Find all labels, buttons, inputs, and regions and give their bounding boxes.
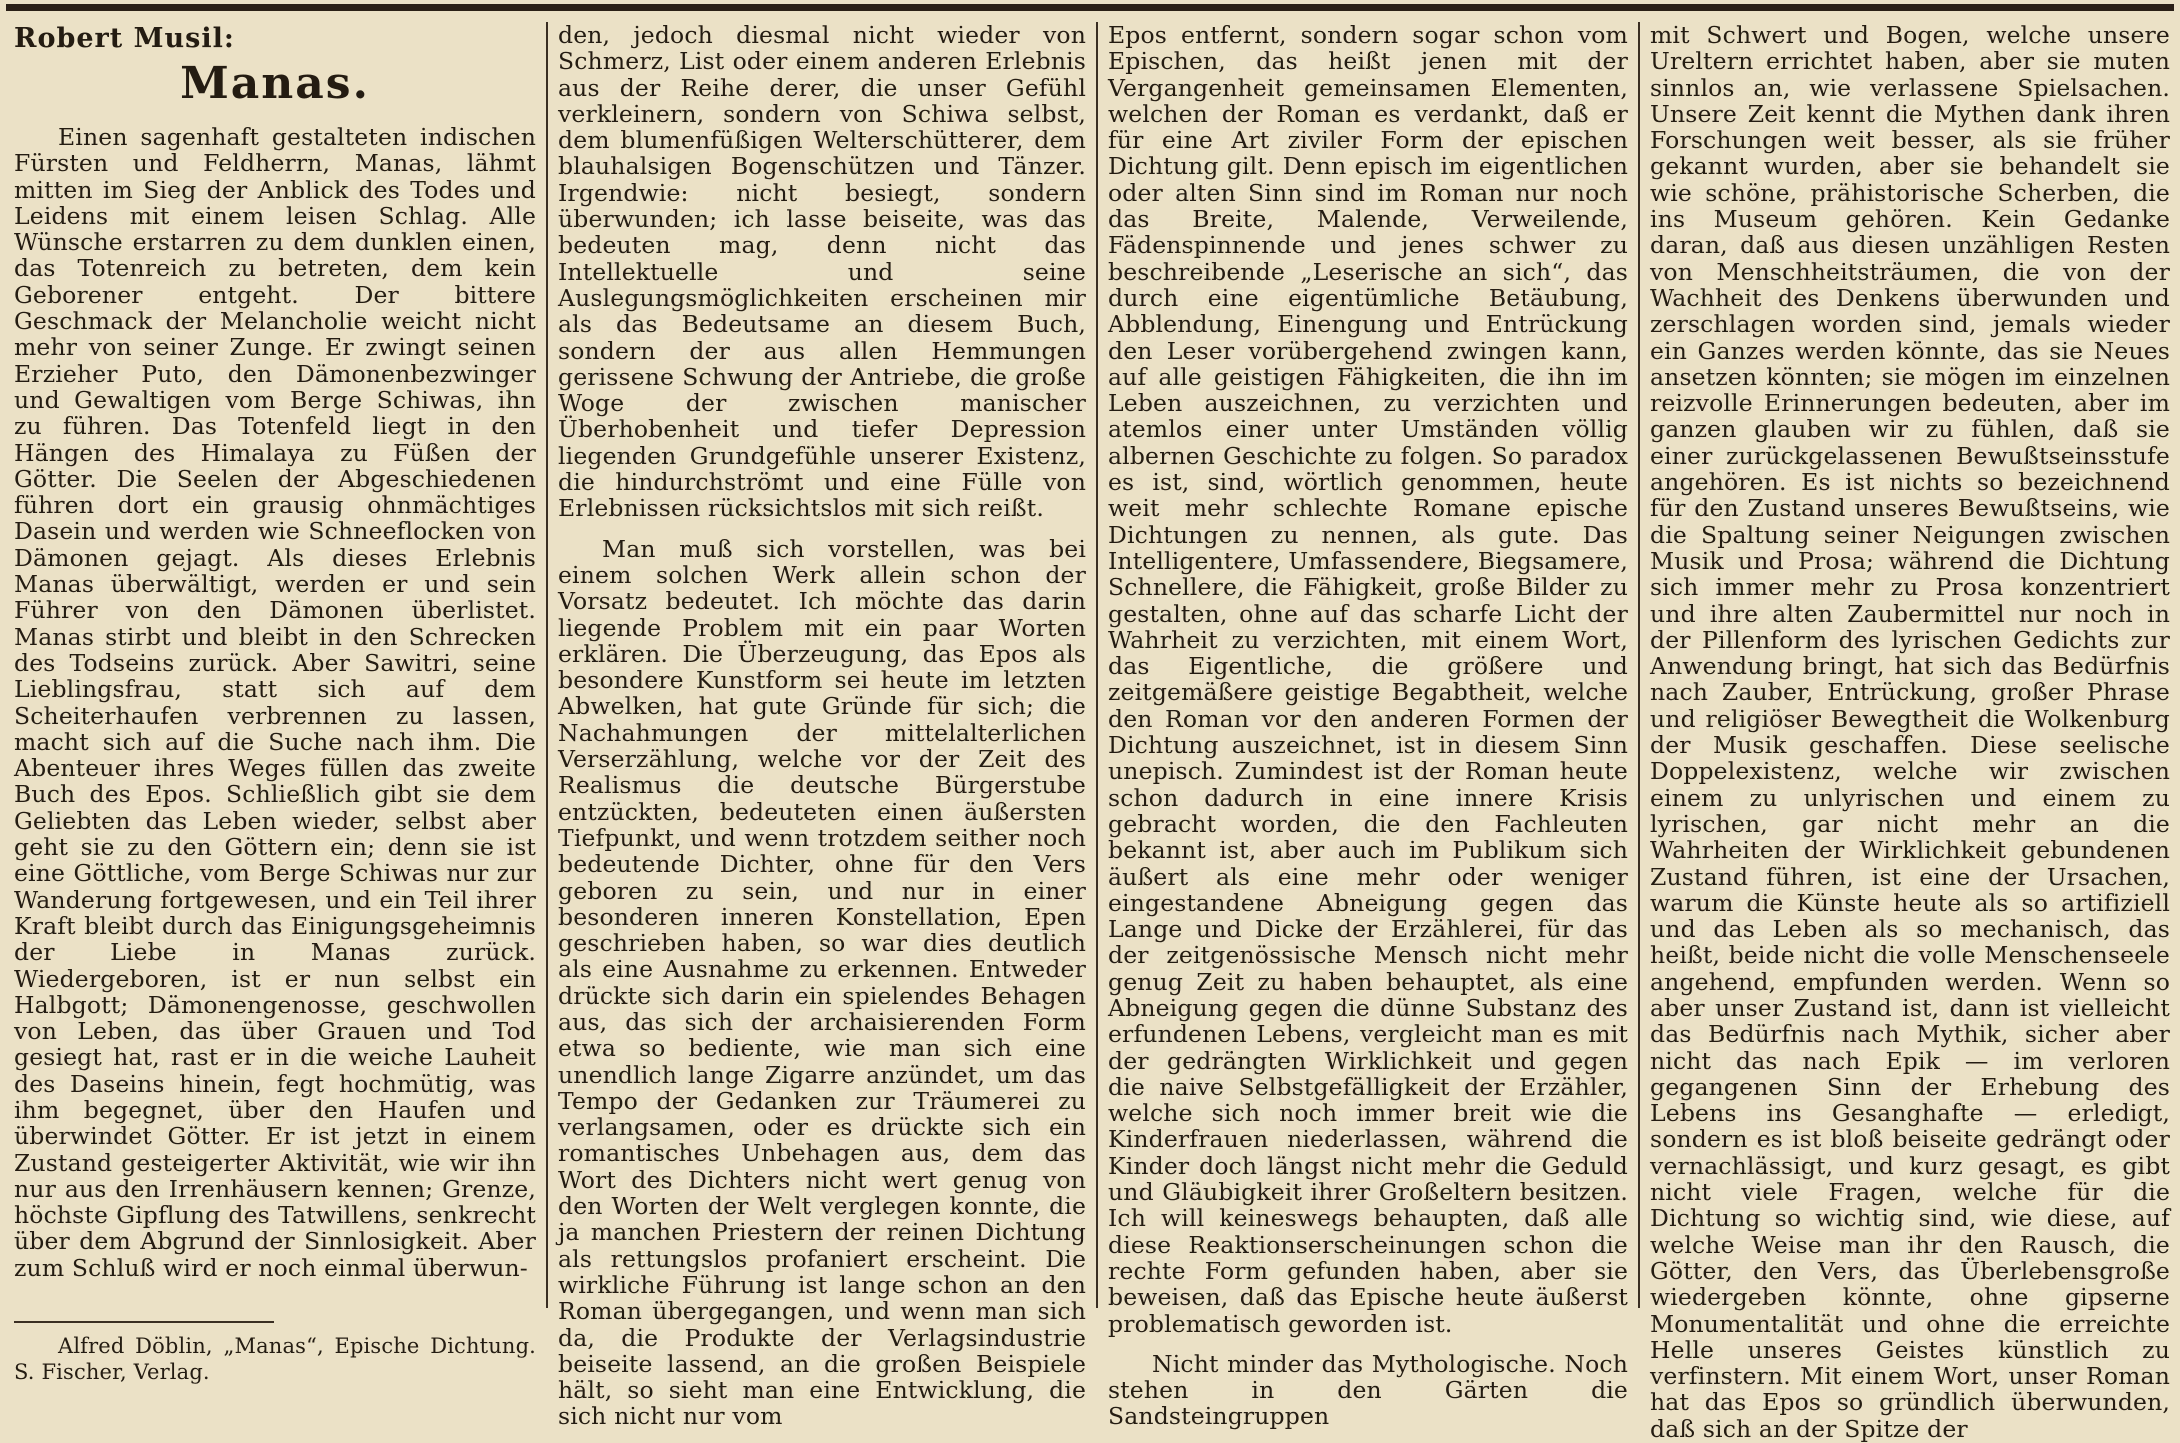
column-rule-1 [546,22,548,1308]
footnote-rule [14,1321,274,1323]
column-2-paragraph: den, jedoch diesmal nicht wieder von Schmerz, List oder einem anderen Erlebnis aus der Reihe derer, die unser Gefühl verkleinern, sondern von Schiwa selbst, dem blumenfüßigen Welterschütterer, dem blauhalsigen Bogenschützen und Tänzer. Irgendwie: nicht besiegt, sondern überwunden; ich lasse beiseite, was das bedeuten mag, denn nicht das Intellektuelle und seine Auslegungsmöglichkeiten erscheinen mir als das Bedeutsame an diesem Buch, sondern der aus allen Hemmungen gerissene Schwung der Antriebe, die große Woge der zwischen manischer Überhobenheit und tiefer Depression liegenden Grundgefühle unserer Existenz, die hindurchströmt und eine Fülle von Erlebnissen rücksichtslos mit sich reißt. [558,21,1086,523]
footnote: Alfred Döblin, „Manas“, Epische Dichtung. S. Fischer, Verlag. [14,1334,536,1385]
article-columns [14,21,2172,1443]
column-3-paragraph: Nicht minder das Mythologische. Noch stehen in den Gärten die Sandsteingruppen [1108,1349,1628,1431]
column-3 [1108,21,1628,1431]
column-4-paragraph: mit Schwert und Bogen, welche unsere Ureltern errichtet haben, aber sie muten sinnlos an, wie verlassene Spielsachen. Unsere Zeit kennt die Mythen dank ihren Forschungen weit besser, als sie früher gekannt wurden, aber sie behandelt sie wie schöne, prähistorische Scherben, die ins Museum gehören. Kein Gedanke daran, daß aus diesen unzähligen Resten von Menschheitsträumen, die von der Wachheit des Denkens überwunden und zerschlagen worden sind, jemals wieder ein Ganzes werden könnte, das sie Neues ansetzen könnten; sie mögen im einzelnen reizvolle Erinnerungen bedeuten, aber im ganzen glauben wir zu fühlen, daß sie einer zurückgelassenen Bewußtseinsstufe angehören. Es ist nichts so bezeichnend für den Zustand unseres Bewußtseins, wie die Spaltung seiner Neigungen zwischen Musik und Prosa; während die Dichtung sich immer mehr zu Prosa konzentriert und ihre alten Zaubermittel nur noch in der Pillenform des lyrischen Gedichts zur Anwendung bringt, hat sich das Bedürfnis nach Zauber, Entrückung, großer Phrase und religiöser Bewegtheit die Wolkenburg der Musik geschaffen. Diese seelische Doppelexistenz, welche wir zwischen einem zu unlyrischen und einem zu lyrischen, gar nicht mehr an die Wahrheiten der Wirklichkeit gebundenen Zustand führen, ist eine der Ursachen, warum die Künste heute als so artifiziell und das Leben als so mechanisch, das heißt, beide nicht die volle Menschenseele angehend, empfunden werden. Wenn so aber unser Zustand ist, dann ist vielleicht das Bedürfnis nach Mythik, sicher aber nicht das nach Epik — im verloren gegangenen Sinn der Erhebung des Lebens ins Gesanghafte — erledigt, sondern es ist bloß beiseite gedrängt oder vernachlässigt, und kurz gesagt, es gibt nicht viele Fragen, welche für die Dichtung so wichtig sind, wie diese, auf welche Weise man ihr den Rausch, die Götter, den Vers, das Überlebensgroße wiedergeben könnte, ohne gipserne Monumentalität und ohne die erreichte Helle unseres Geistes künstlich zu verfinstern. Mit einem Wort, unser Roman hat das Epos so gründlich überwunden, daß sich an der Spitze der [1650,21,2170,1443]
column-2-paragraph: Man muß sich vorstellen, was bei einem solchen Werk allein schon der Vorsatz bedeutet. Ich möchte das darin liegende Problem mit ein paar Worten erklären. Die Überzeugung, das Epos als besondere Kunstform sei heute im letzten Abwelken, hat gute Gründe für sich; die Nachahmungen der mittelalterlichen Verserzählung, welche vor der Zeit des Realismus die deutsche Bürgerstube entzückten, bedeuteten einen äußersten Tiefpunkt, und wenn trotzdem seither noch bedeutende Dichter, ohne für den Vers geboren zu sein, und nur in einer besonderen inneren Konstellation, Epen geschrieben haben, so war dies deutlich als eine Ausnahme zu erkennen. Entweder drückte sich darin ein spielendes Behagen aus, das sich der archaisierenden Form etwa so bediente, wie man sich eine unendlich lange Zigarre anzündet, um das Tempo der Gedanken zur Träumerei zu verlangsamen, oder es drückte sich ein romantisches Unbehagen aus, dem das Wort des Dichters nicht wert genug von den Worten der Welt verglegen konnte, die ja manchen Priestern der reinen Dichtung als rettungslos profaniert erscheint. Die wirkliche Führung ist lange schon an den Roman übergegangen, und wenn man sich da, die Produkte der Verlagsindustrie beiseite lassend, an die großen Beispiele hält, so sieht man eine Entwicklung, die sich nicht nur vom [558,534,1086,1431]
top-rule [6,4,2174,11]
column-rule-2 [1096,22,1098,1308]
column-1 [14,22,536,1385]
column-4 [1650,21,2170,1443]
column-1-paragraph: Einen sagenhaft gestalteten indischen Fürsten und Feldherrn, Manas, lähmt mitten im Sieg der Anblick des Todes und Leidens mit einem leisen Schlag. Alle Wünsche erstarren zu dem dunklen einen, das Totenreich zu betreten, dem kein Geborener entgeht. Der bittere Geschmack der Melancholie weicht nicht mehr von seiner Zunge. Er zwingt seinen Erzieher Puto, den Dämonenbezwinger und Gewaltigen vom Berge Schiwas, ihn zu führen. Das Totenfeld liegt in den Hängen des Himalaya zu Füßen der Götter. Die Seelen der Abgeschiedenen führen dort ein grausig ohnmächtiges Dasein und werden wie Schneeflocken von Dämonen gejagt. Als dieses Erlebnis Manas überwältigt, werden er und sein Führer von den Dämonen überlistet. Manas stirbt und bleibt in den Schrecken des Todseins zurück. Aber Sawitri, seine Lieblingsfrau, statt sich auf dem Scheiterhaufen verbrennen zu lassen, macht sich auf die Suche nach ihm. Die Abenteuer ihres Weges füllen das zweite Buch des Epos. Schließlich gibt sie dem Geliebten das Leben wieder, selbst aber geht sie zu den Göttern ein; denn sie ist eine Göttliche, vom Berge Schiwas nur zur Wanderung fortgewesen, und ein Teil ihrer Kraft bleibt durch das Einigungsgeheimnis der Liebe in Manas zurück. Wiedergeboren, ist er nun selbst ein Halbgott; Dämonengenosse, geschwollen von Leben, das über Grauen und Tod gesiegt hat, rast er in die weiche Lauheit des Daseins hinein, fegt hochmütig, was ihm begegnet, über den Haufen und überwindet Götter. Er ist jetzt in einem Zustand gesteigerter Aktivität, wie wir ihn nur aus den Irrenhäusern kennen; Grenze, höchste Gipflung des Tatwillens, senkrecht über dem Abgrund der Sinnlosigkeit. Aber zum Schluß wird er noch einmal überwun- [14,123,536,1282]
column-rule-3 [1638,22,1640,1308]
article-title: Manas. [180,58,370,109]
column-2 [558,21,1086,1431]
column-3-paragraph: Epos entfernt, sondern sogar schon vom Epischen, das heißt jenen mit der Vergangenheit gemeinsamen Elementen, welchen der Roman es verdankt, daß er für eine Art ziviler Form der epischen Dichtung gilt. Denn episch im eigentlichen oder alten Sinn sind im Roman nur noch das Breite, Malende, Verweilende, Fädenspinnende und jenes schwer zu beschreibende „Leserische an sich“, das durch eine eigentümliche Betäubung, Abblendung, Einengung und Entrückung den Leser vorübergehend zwingen kann, auf alle geistigen Fähigkeiten, die ihn im Leben auszeichnen, zu verzichten und atemlos einer unter Umständen völlig albernen Geschichte zu folgen. So paradox es ist, sind, wörtlich genommen, heute weit mehr schlechte Romane epische Dichtungen zu nennen, als gute. Das Intelligentere, Umfassendere, Biegsamere, Schnellere, die Fähigkeit, große Bilder zu gestalten, ohne auf das scharfe Licht der Wahrheit zu verzichten, mit einem Wort, das Eigentliche, die größere und zeitgemäßere geistige Begabtheit, welche den Roman vor den anderen Formen der Dichtung auszeichnet, ist in diesem Sinn unepisch. Zumindest ist der Roman heute schon dadurch in eine innere Krisis gebracht worden, die den Fachleuten bekannt ist, aber auch im Publikum sich äußert als eine mehr oder weniger eingestandene Abneigung gegen das Lange und Dicke der Erzählerei, für das der zeitgenössische Mensch nicht mehr genug Zeit zu haben behauptet, als eine Abneigung gegen die dünne Substanz des erfundenen Lebens, vergleicht man es mit der gedrängten Wirklichkeit und gegen die naive Selbstgefälligkeit der Erzähler, welche sich noch immer breit wie die Kinderfrauen niederlassen, während die Kinder doch längst nicht mehr die Geduld und Gläubigkeit ihrer Großeltern besitzen. Ich will keineswegs behaupten, daß alle diese Reaktionserscheinungen schon die rechte Form gefunden haben, aber sie beweisen, daß das Epische heute äußerst problematisch geworden ist. [1108,21,1628,1338]
article-author: Robert Musil: [14,23,235,54]
